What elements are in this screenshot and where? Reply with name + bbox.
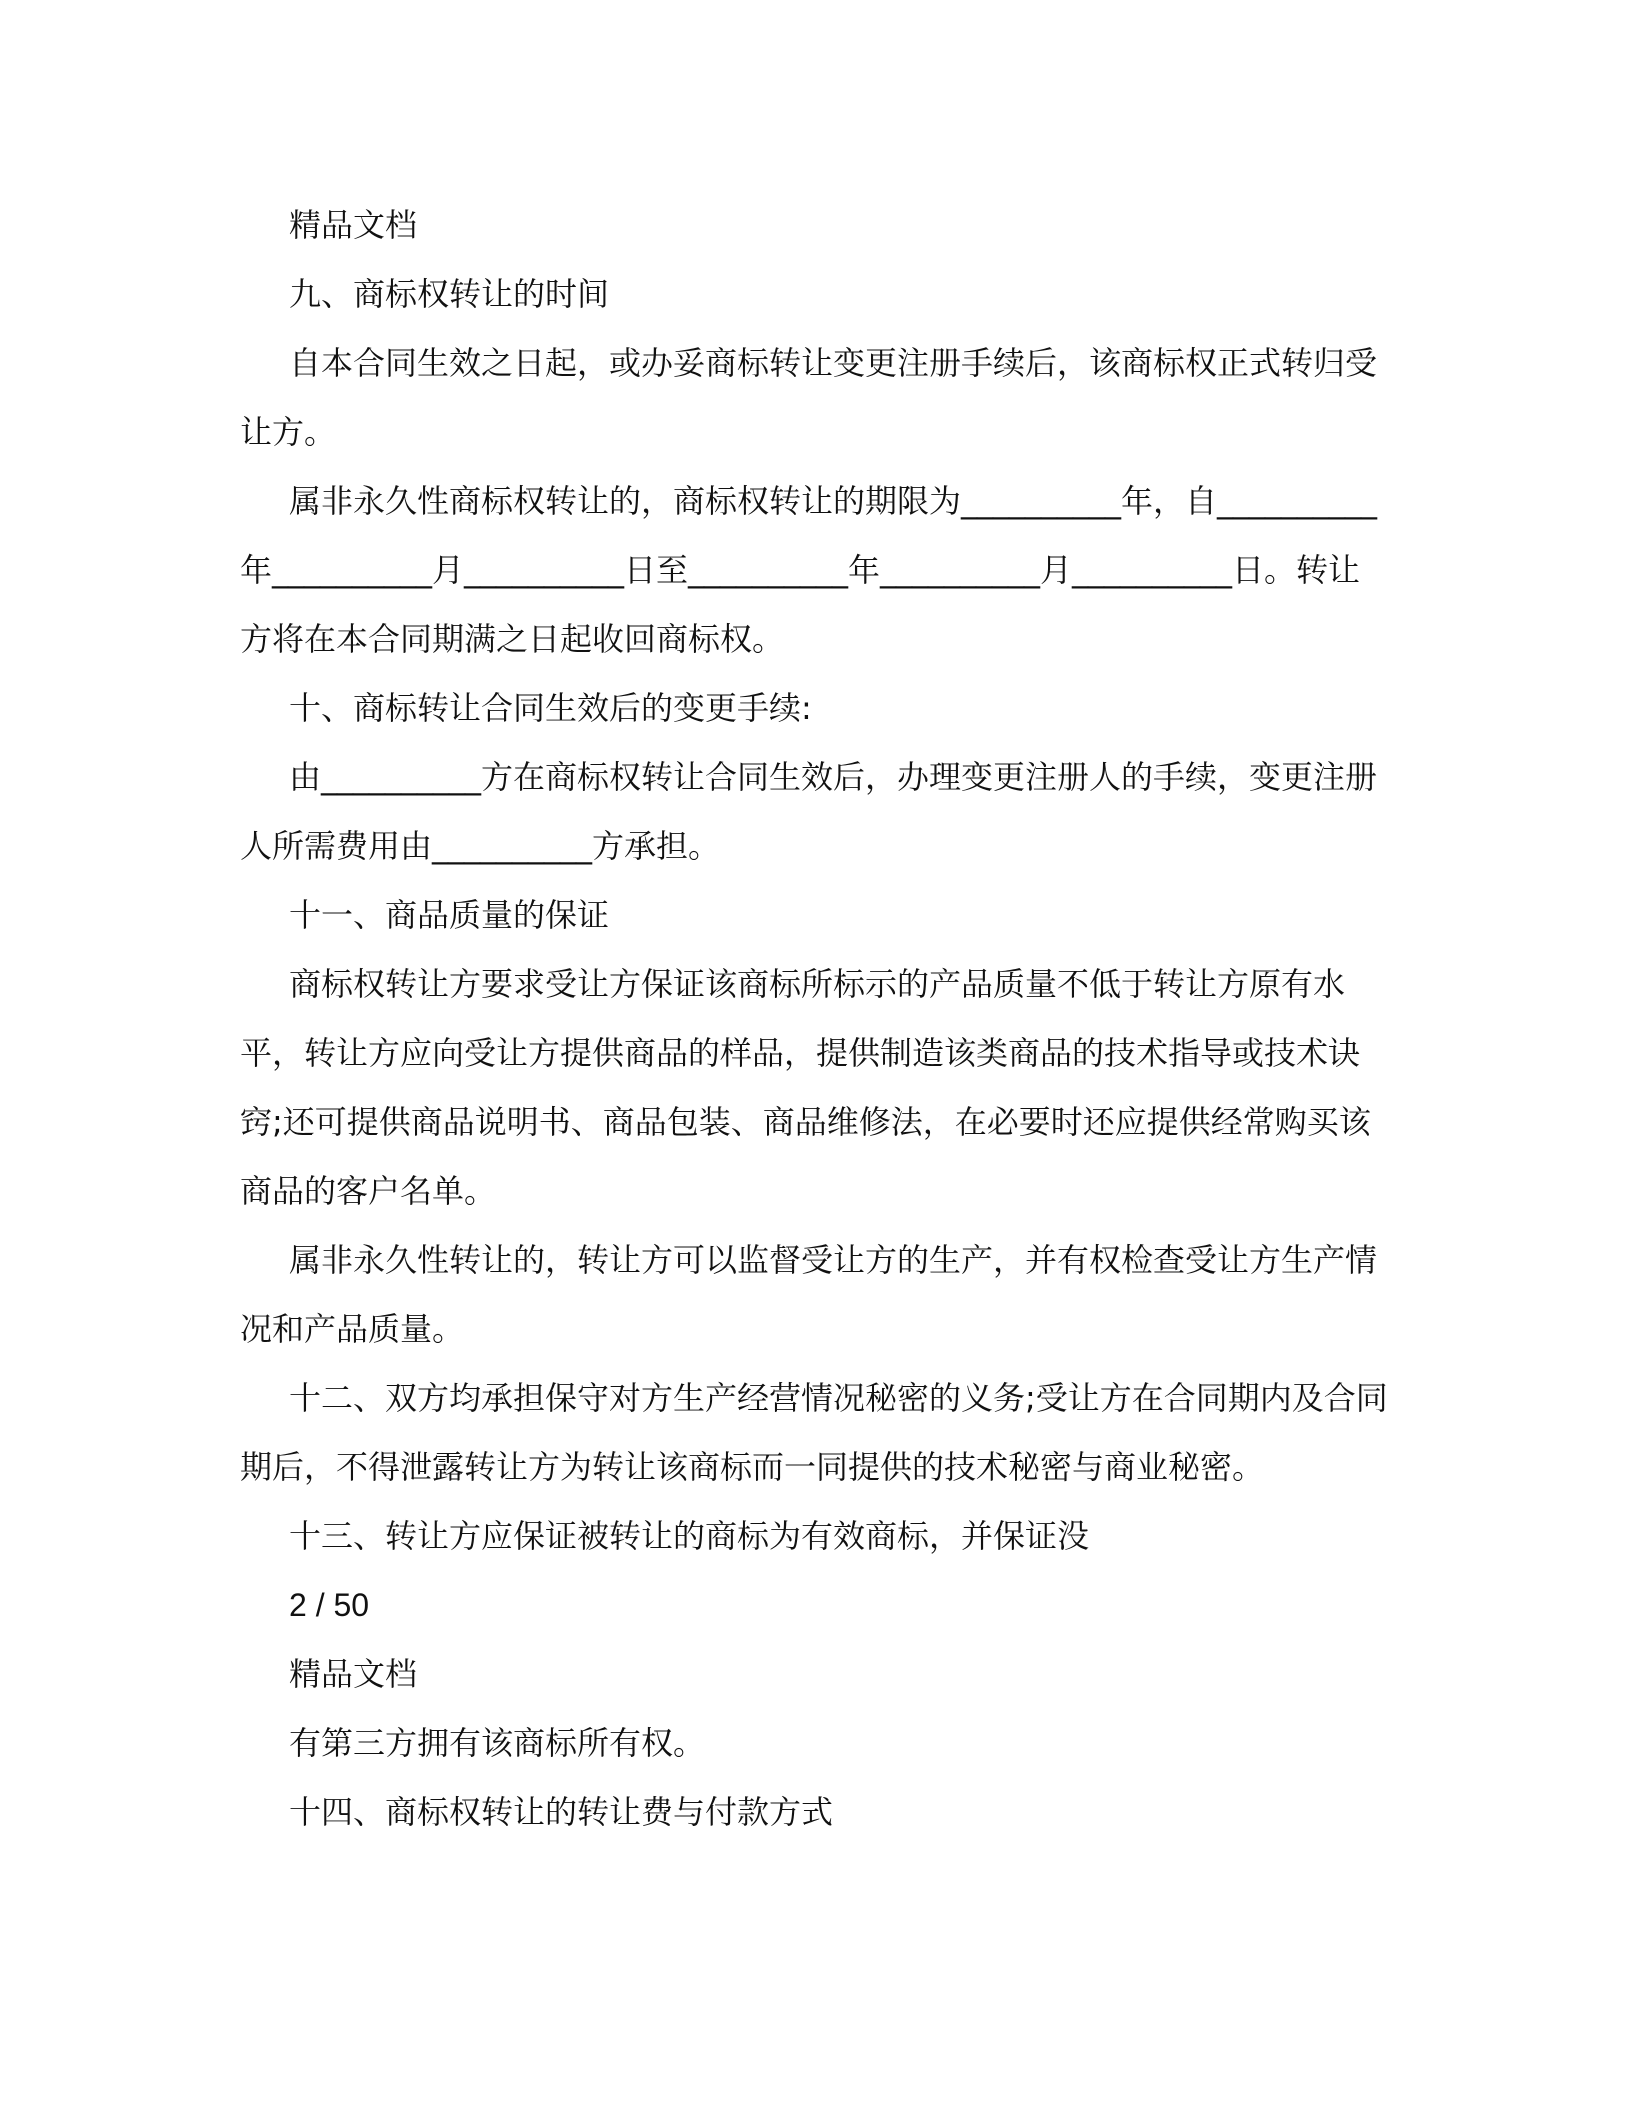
section-heading-11: 十一、商品质量的保证: [289, 896, 610, 934]
paragraph-line: 属非永久性转让的，转让方可以监督受让方的生产，并有权检查受让方生产情: [289, 1241, 1378, 1279]
paragraph-line: 方将在本合同期满之日起收回商标权。: [240, 620, 785, 658]
paragraph-line: 期后，不得泄露转让方为转让该商标而一同提供的技术秘密与商业秘密。: [240, 1448, 1265, 1486]
page-header: 精品文档: [289, 206, 418, 244]
paragraph-line: 窍;还可提供商品说明书、商品包装、商品维修法，在必要时还应提供经常购买该: [240, 1103, 1371, 1141]
section-heading-9: 九、商标权转让的时间: [289, 275, 610, 313]
paragraph-line: 人所需费用由__________方承担。: [240, 827, 721, 865]
paragraph-line: 商品的客户名单。: [240, 1172, 497, 1210]
section-heading-14: 十四、商标权转让的转让费与付款方式: [289, 1793, 834, 1831]
paragraph-line: 商标权转让方要求受让方保证该商标所标示的产品质量不低于转让方原有水: [289, 965, 1346, 1003]
paragraph-line: 属非永久性商标权转让的，商标权转让的期限为__________年，自__________: [289, 482, 1378, 520]
section-heading-12: 十二、双方均承担保守对方生产经营情况秘密的义务;受让方在合同期内及合同: [289, 1379, 1388, 1417]
page-number: 2 / 50: [289, 1587, 370, 1623]
section-heading-10: 十、商标转让合同生效后的变更手续:: [289, 689, 812, 727]
paragraph-line: 平，转让方应向受让方提供商品的样品，提供制造该类商品的技术指导或技术诀: [240, 1034, 1361, 1072]
paragraph-line: 自本合同生效之日起，或办妥商标转让变更注册手续后，该商标权正式转归受: [289, 344, 1378, 382]
paragraph-line: 由__________方在商标权转让合同生效后，办理变更注册人的手续，变更注册: [289, 758, 1378, 796]
section-heading-13: 十三、转让方应保证被转让的商标为有效商标，并保证没: [289, 1517, 1090, 1555]
page-header: 精品文档: [289, 1655, 418, 1693]
paragraph-line: 让方。: [240, 413, 337, 451]
paragraph-line: 况和产品质量。: [240, 1310, 465, 1348]
paragraph-line: 年__________月__________日至__________年__________月__________日。转让: [240, 551, 1361, 589]
paragraph-line: 有第三方拥有该商标所有权。: [289, 1724, 706, 1762]
